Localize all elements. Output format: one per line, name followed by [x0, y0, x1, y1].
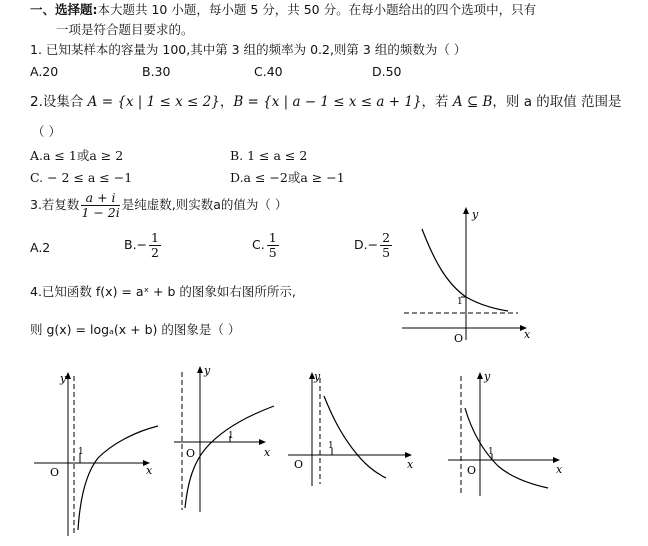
graph-f-origin: O: [454, 332, 464, 345]
q3-option-c-num: 1: [268, 230, 277, 245]
graph-c-curve: [324, 396, 386, 478]
graph-d-curve: [465, 408, 548, 488]
q3-option-a: A.2: [30, 240, 51, 255]
q2-option-c: C. − 2 ≤ a ≤ −1: [30, 170, 133, 185]
graph-a-one: 1: [78, 447, 84, 457]
q2-option-a: A.a ≤ 1或a ≥ 2: [30, 148, 124, 163]
graph-a-curve: [78, 426, 158, 530]
q3-option-c-den: 5: [268, 245, 277, 260]
graph-option-a: [30, 368, 164, 538]
graph-d-one: 1: [488, 447, 494, 457]
graph-d-origin: O: [467, 464, 477, 477]
graph-a-y-label: y: [60, 372, 67, 385]
q3-option-d-label: D.−: [354, 237, 379, 252]
q1-option-d: D.50: [372, 64, 402, 79]
graph-f-one: 1: [457, 297, 463, 307]
q3-fraction-denominator: 1 − 2i: [81, 205, 120, 220]
graph-d-x-label: x: [556, 463, 563, 476]
graph-f-x-label: x: [524, 328, 531, 341]
graph-b-x-label: x: [264, 446, 271, 459]
q3-option-d-num: 2: [382, 230, 391, 245]
q3-stem: [30, 190, 287, 220]
q3-fraction-numerator: a + i: [81, 191, 119, 206]
graph-f-curve: [422, 229, 508, 311]
q3-fraction: [81, 191, 119, 220]
section-header: [30, 2, 536, 18]
q2-comma: ，: [219, 94, 234, 110]
graph-option-c: [286, 368, 416, 488]
graph-c-origin: O: [294, 458, 304, 471]
graph-d-y-label: y: [484, 370, 491, 383]
q3-option-b-label: B.−: [124, 237, 148, 252]
q1-option-b: B.30: [142, 64, 171, 79]
q2-tail: ，则 a 的取值 范围是: [492, 94, 622, 110]
graph-a-x-label: x: [146, 464, 153, 477]
q3-option-c-fraction: [267, 231, 279, 260]
q1-stem: 1. 已知某样本的容量为 100,其中第 3 组的频率为 0.2,则第 3 组的频数为（ ）: [30, 42, 467, 57]
q1-option-c: C.40: [254, 64, 283, 79]
q3-option-d-den: 5: [382, 245, 391, 260]
q2-stem: [30, 94, 622, 110]
graph-option-d: [444, 368, 568, 498]
graph-c-y-label: y: [314, 370, 321, 383]
graph-b-origin: O: [186, 447, 196, 460]
q3-tail: 是纯虚数,则实数a的值为（ ）: [121, 197, 288, 212]
q2-option-b: B. 1 ≤ a ≤ 2: [230, 148, 308, 163]
graph-b-x-arrow-icon: [259, 439, 266, 445]
q4-stem: 4.已知函数 f(x) = aˣ + b 的图象如右图所所示,: [30, 284, 296, 299]
q2-prefix: 2.设集合: [30, 94, 88, 110]
q2-set-b: B = {x | a − 1 ≤ x ≤ a + 1}: [233, 94, 422, 110]
graph-f-y-arrow-icon: [463, 207, 469, 214]
q3-option-b-fraction: [149, 231, 161, 260]
q3-prefix: 3.若复数: [30, 197, 80, 212]
graph-b-curve: [185, 406, 274, 508]
graph-a-origin: O: [50, 466, 60, 479]
graph-b-one: 1: [228, 431, 234, 441]
graph-f: [400, 205, 535, 345]
q3-option-c-label: C.: [252, 237, 265, 252]
section-line1: 本大题共 10 小题，每小题 5 分，共 50 分。在每小题给出的四个选项中，只有: [97, 2, 537, 17]
graph-d-y-arrow-icon: [477, 372, 483, 379]
section-heading: 一、选择题:: [30, 2, 98, 17]
q2-option-d: D.a ≤ −2或a ≥ −1: [230, 170, 345, 185]
q3-option-d: [354, 230, 394, 260]
q3-option-b: [124, 230, 163, 260]
q4-line2: 则 g(x) = logₐ(x + b) 的图象是（ ）: [30, 322, 241, 337]
q3-option-c: [252, 230, 281, 260]
q3-option-d-fraction: [380, 231, 392, 260]
graph-b-y-arrow-icon: [197, 366, 203, 373]
q3-option-b-num: 1: [151, 230, 159, 245]
graph-f-y-label: y: [472, 208, 479, 221]
graph-c-x-label: x: [407, 458, 414, 471]
graph-b-y-label: y: [204, 364, 211, 377]
q3-option-b-den: 2: [151, 245, 159, 260]
section-line2: 一项是符合题目要求的。: [56, 22, 194, 37]
q2-mid: ，若: [421, 94, 453, 110]
q2-set-a: A = {x | 1 ≤ x ≤ 2}: [87, 94, 220, 110]
q2-condition: A ⊆ B: [452, 94, 493, 110]
graph-c-one: 1: [328, 441, 334, 451]
graph-option-b: [172, 362, 277, 512]
q2-answer-paren: （ ）: [32, 124, 61, 139]
q1-option-a: A.20: [30, 64, 59, 79]
